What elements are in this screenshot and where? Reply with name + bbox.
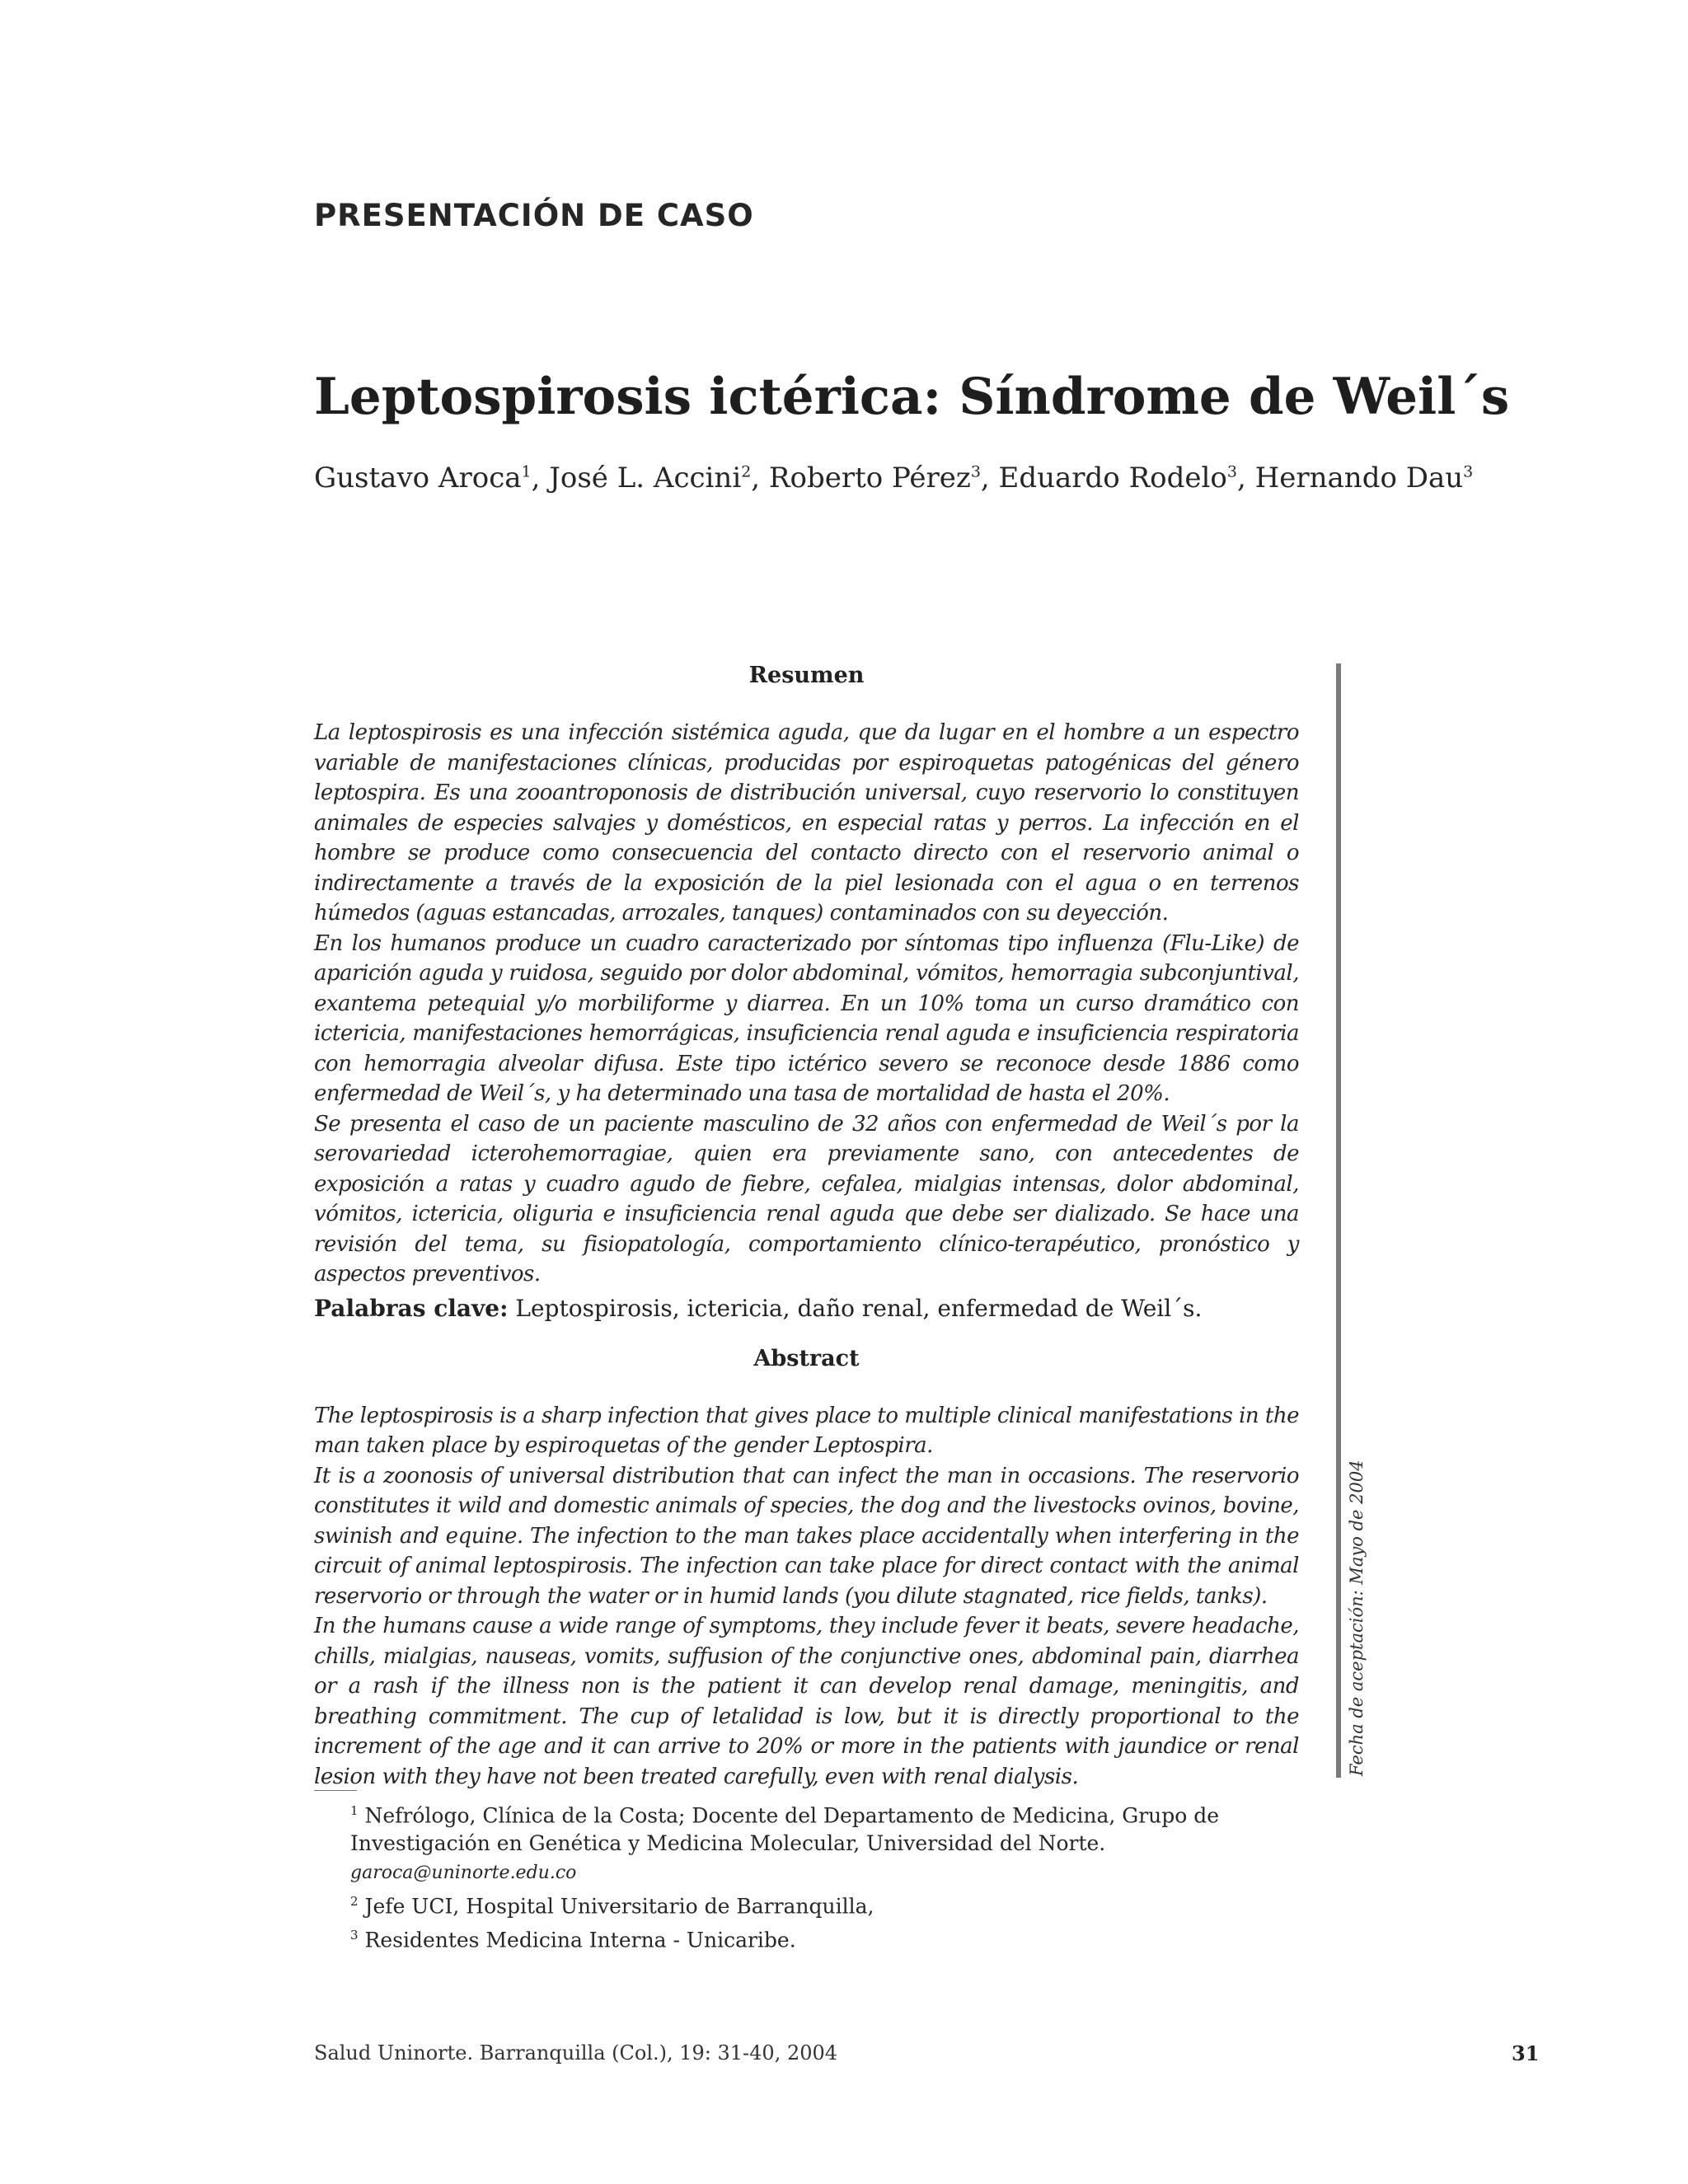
acceptance-date: Fecha de aceptación: Mayo de 2004 [1347,1460,1367,1776]
abstract-paragraph: The leptospirosis is a sharp infection that gives place to multiple clinical manifestations in the man taken place by espiroquetas of the gender Leptospira. [314,1403,1299,1458]
author-separator: , [980,462,999,494]
author-affiliation: 3 [970,462,981,481]
section-label: PRESENTACIÓN DE CASO [314,198,754,233]
footnote-marker: 3 [350,1927,359,1943]
author-separator: , [751,462,769,494]
keywords-list: Leptospirosis, ictericia, daño renal, enfermedad de Weil´s. [508,1294,1203,1322]
resumen-text [314,718,1299,1290]
footnote-text: Jefe UCI, Hospital Universitario de Barranquilla, [358,1894,874,1919]
abstract-paragraph: It is a zoonosis of universal distribution that can infect the man in occasions. The reservorio constitutes it wild and domestic animals of species, the dog and the livestocks ovinos, bovine, swinish and equine. The infection to the man takes place accidentally when interfering in the circuit of animal leptospirosis. The infection can take place for direct contact with the animal reservorio or through the water or in humid lands (you dilute stagnated, rice fields, tanks). [314,1463,1299,1609]
resumen-heading: Resumen [748,663,865,688]
footnote-3 [350,1921,1306,1954]
vertical-rule [1336,663,1341,1778]
footnote-1 [350,1797,1306,1887]
resumen-paragraph: Se presenta el caso de un paciente masculino de 32 años con enfermedad de Weil´s por la serovariedad icterohemorragiae, quien era previamente sano, con antecedentes de exposición a ratas y cuadro agudo de fiebre, cefalea, mialgias intensas, dolor abdominal, vómitos, ictericia, oliguria e insuficiencia renal aguda que debe ser dializado. Se hace una revisión del tema, su fisiopatología, comportamiento clínico-terapéutico, pronóstico y aspectos preventivos. [314,1111,1299,1286]
footnote-rule [314,1790,357,1791]
author-separator: , [531,462,550,494]
keywords-label: Palabras clave: [314,1294,509,1322]
abstract-paragraph: In the humans cause a wide range of symptoms, they include fever it beats, severe headache, chills, mialgias, nauseas, vomits, suffusion of the conjunctive ones, abdominal pain, diarrhea or a rash if the illness non is the patient it can develop renal damage, meningitis, and breathing commitment. The cup of letalidad is low, but it is directly proportional to the increment of the age and it can arrive to 20% or more in the patients with jaundice or renal lesion with they have not been treated carefully, even with renal dialysis. [314,1614,1299,1789]
abstract-block [314,663,1299,1792]
article-title: Leptospirosis ictérica: Síndrome de Weil´s [314,368,1510,426]
resumen-paragraph: En los humanos produce un cuadro caracterizado por síntomas tipo influenza (Flu-Like) de aparición aguda y ruidosa, seguido por dolor abdominal, vómitos, hemorragia subconjuntival, exantema petequial y/o morbiliforme y diarrea. En un 10% toma un curso dramático con ictericia, manifestaciones hemorrágicas, insuficiencia renal aguda e insuficiencia respiratoria con hemorragia alveolar difusa. Este tipo ictérico severo se reconoce desde 1886 como enfermedad de Weil´s, y ha determinado una tasa de mortalidad de hasta el 20%. [314,930,1299,1106]
footnote-marker: 1 [350,1803,359,1818]
journal-citation: Salud Uninorte. Barranquilla (Col.), 19: 31-40, 2004 [314,2041,838,2064]
author-affiliation: 3 [1463,462,1474,481]
resumen-paragraph: La leptospirosis es una infección sistémica aguda, que da lugar en el hombre a un espectro variable de manifestaciones clínicas, producidas por espiroquetas patogénicas del género leptospira. Es una zooantroponosis de distribución universal, cuyo reservorio lo constituyen animales de especies salvajes y domésticos, en especial ratas y perros. La infección en el hombre se produce como consecuencia del contacto directo con el reservorio animal o indirectamente a través de la exposición de la piel lesionada con el agua o en terrenos húmedos (aguas estancadas, arrozales, tanques) contaminados con su deyección. [314,720,1299,926]
page-number: 31 [1512,2041,1540,2065]
author-affiliation: 3 [1226,462,1237,481]
author-name: José L. Accini [549,462,742,494]
footnotes [350,1797,1306,1954]
footnote-marker: 2 [350,1894,359,1910]
author-affiliation: 2 [741,462,752,481]
abstract-text [314,1401,1299,1793]
author-name: Gustavo Aroca [314,462,522,494]
footnote-text: Residentes Medicina Interna - Unicaribe. [358,1927,796,1952]
abstract-heading: Abstract [753,1345,860,1371]
author-list [314,462,1473,494]
author-separator: , [1236,462,1255,494]
footnote-2 [350,1887,1306,1920]
author-name: Hernando Dau [1254,462,1464,494]
author-affiliation: 1 [521,462,532,481]
author-email: garoca@uninorte.edu.co [350,1863,577,1884]
footnote-text: Nefrólogo, Clínica de la Costa; Docente del Departamento de Medicina, Grupo de Investigación en Genética y Medicina Molecular, Universidad del Norte. [350,1803,1220,1856]
keywords [314,1293,1299,1324]
author-name: Roberto Pérez [768,462,971,494]
author-name: Eduardo Rodelo [998,462,1227,494]
